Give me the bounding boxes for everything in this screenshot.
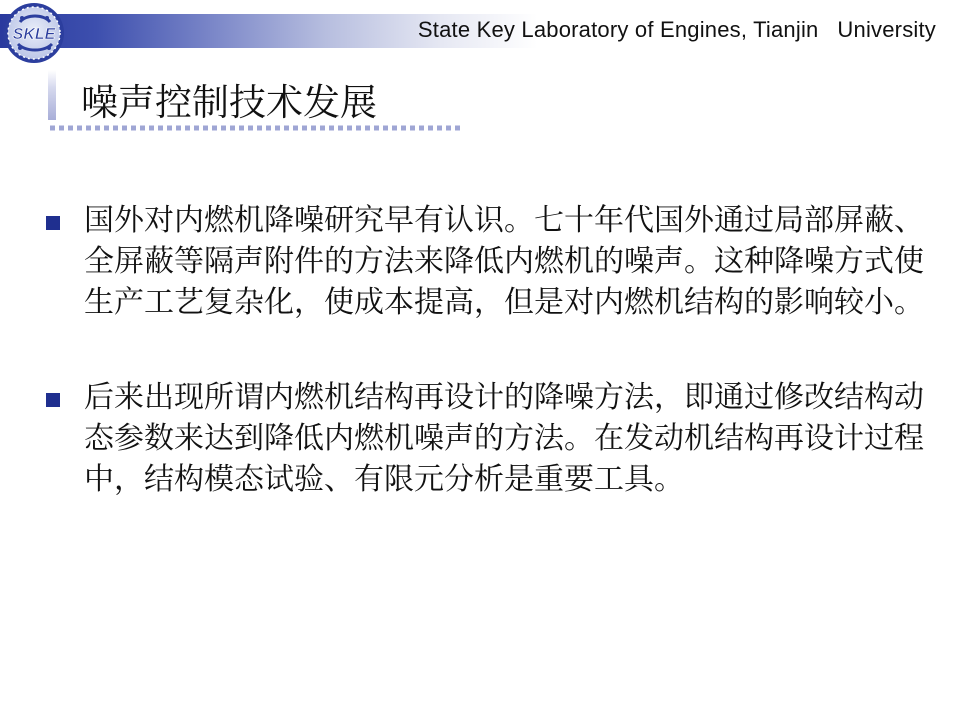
title-accent-bar	[48, 70, 56, 120]
bullet-item	[46, 377, 926, 500]
square-bullet-icon	[46, 216, 60, 230]
title-dotted-underline	[48, 124, 464, 132]
laboratory-name: State Key Laboratory of Engines, Tianjin University	[417, 17, 936, 42]
bullet-item	[46, 200, 926, 323]
square-bullet-icon	[46, 393, 60, 407]
bullet-list	[46, 200, 926, 554]
slide-title: 噪声控制技术发展	[81, 81, 377, 124]
bullet-text: 后来出现所谓内燃机结构再设计的降噪方法，即通过修改结构动态参数来达到降低内燃机噪声的方法。在发动机结构再设计过程中，结构模态试验、有限元分析是重要工具。	[84, 380, 924, 497]
bullet-text: 国外对内燃机降噪研究早有认识。七十年代国外通过局部屏蔽、全屏蔽等隔声附件的方法来降低内燃机的噪声。这种降噪方式使生产工艺复杂化，使成本提高，但是对内燃机结构的影响较小。	[84, 203, 924, 320]
laboratory-logo-icon	[0, 0, 72, 66]
svg-text:SKLE: SKLE	[12, 26, 56, 43]
title-block	[48, 70, 468, 132]
